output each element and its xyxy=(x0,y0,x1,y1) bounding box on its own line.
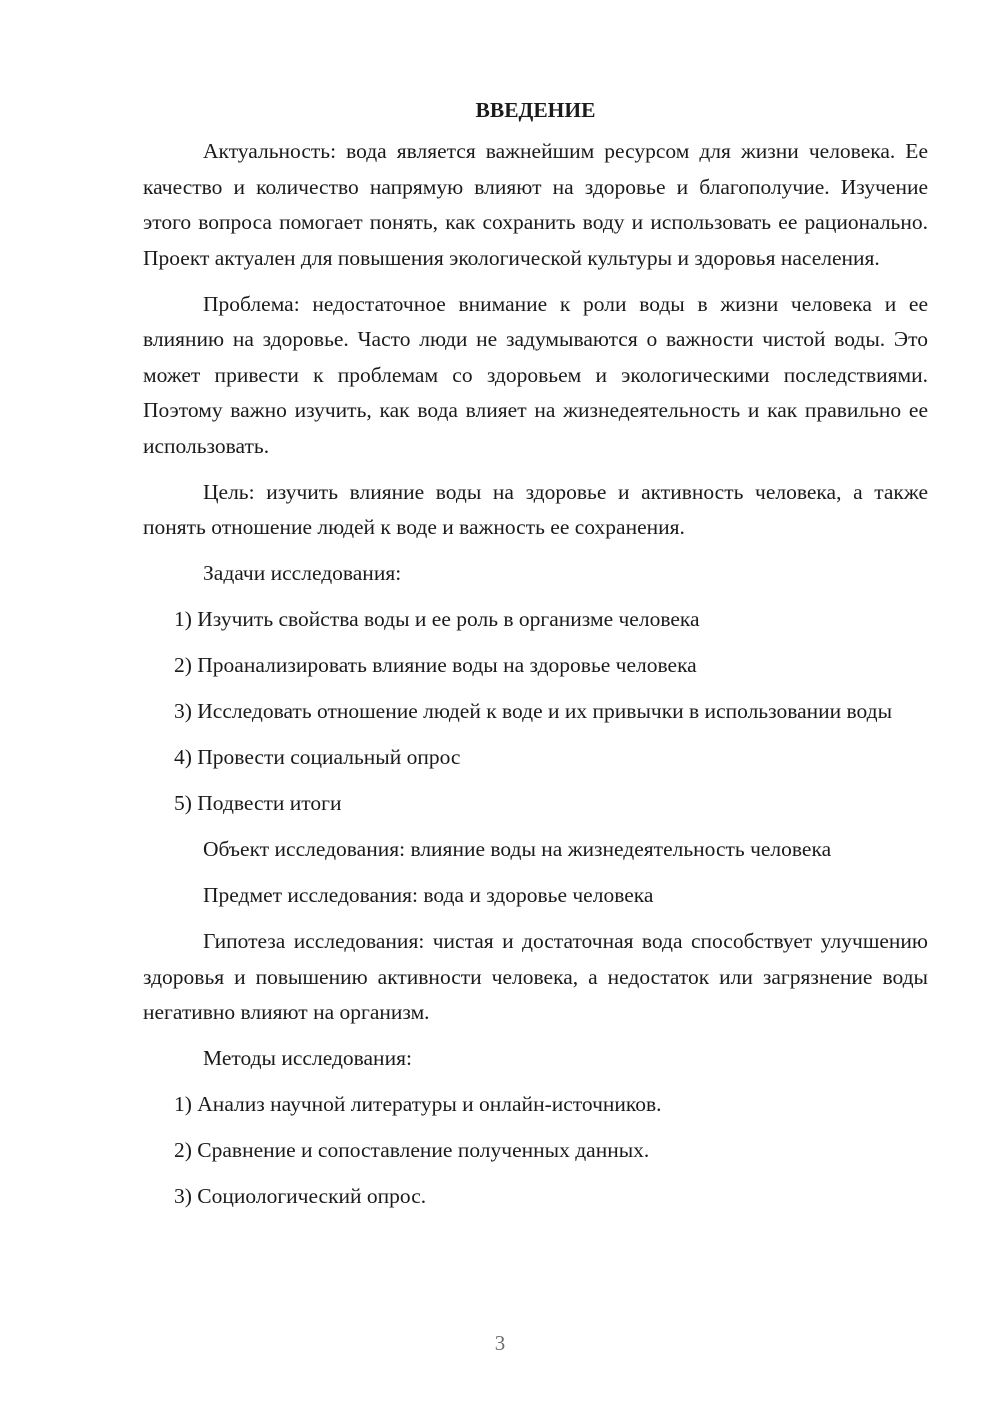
page-number: 3 xyxy=(494,1331,506,1355)
task-item: 3) Исследовать отношение людей к воде и их привычки в использовании воды xyxy=(174,699,893,723)
method-item: 1) Анализ научной литературы и онлайн-источников. xyxy=(174,1092,662,1116)
relevance-paragraph: Актуальность: вода является важнейшим ресурсом для жизни человека. Ее качество и количество напрямую влияют на здоровье и благополучие. Изучение этого вопроса помогает понять, как сохранить воду и использовать ее рационально. Проект актуален для повышения экологической культуры и здоровья населения. xyxy=(143,139,928,270)
goal-paragraph: Цель: изучить влияние воды на здоровье и активность человека, а также понять отношение людей к воде и важность ее сохранения. xyxy=(143,479,928,539)
tasks-heading: Задачи исследования: xyxy=(203,561,402,585)
hypothesis-paragraph: Гипотеза исследования: чистая и достаточная вода способствует улучшению здоровья и повышению активности человека, а недостаток или загрязнение воды негативно влияют на организм. xyxy=(143,929,928,1024)
document-page xyxy=(143,92,928,1225)
object-paragraph: Объект исследования: влияние воды на жизнедеятельность человека xyxy=(203,837,832,861)
method-item: 2) Сравнение и сопоставление полученных данных. xyxy=(174,1138,650,1162)
task-item: 4) Провести социальный опрос xyxy=(174,745,461,769)
task-item: 1) Изучить свойства воды и ее роль в организме человека xyxy=(174,607,700,631)
method-item: 3) Социологический опрос. xyxy=(174,1184,427,1208)
subject-paragraph: Предмет исследования: вода и здоровье человека xyxy=(203,883,654,907)
task-item: 5) Подвести итоги xyxy=(174,791,342,815)
task-item: 2) Проанализировать влияние воды на здоровье человека xyxy=(174,653,697,677)
problem-paragraph: Проблема: недостаточное внимание к роли воды в жизни человека и ее влиянию на здоровье. Часто люди не задумываются о важности чистой воды. Это может привести к проблемам со здоровьем и экологическими последствиями. Поэтому важно изучить, как вода влияет на жизнедеятельность и как правильно ее использовать. xyxy=(143,291,928,458)
page-title: ВВЕДЕНИЕ xyxy=(475,98,596,122)
methods-heading: Методы исследования: xyxy=(203,1046,412,1070)
